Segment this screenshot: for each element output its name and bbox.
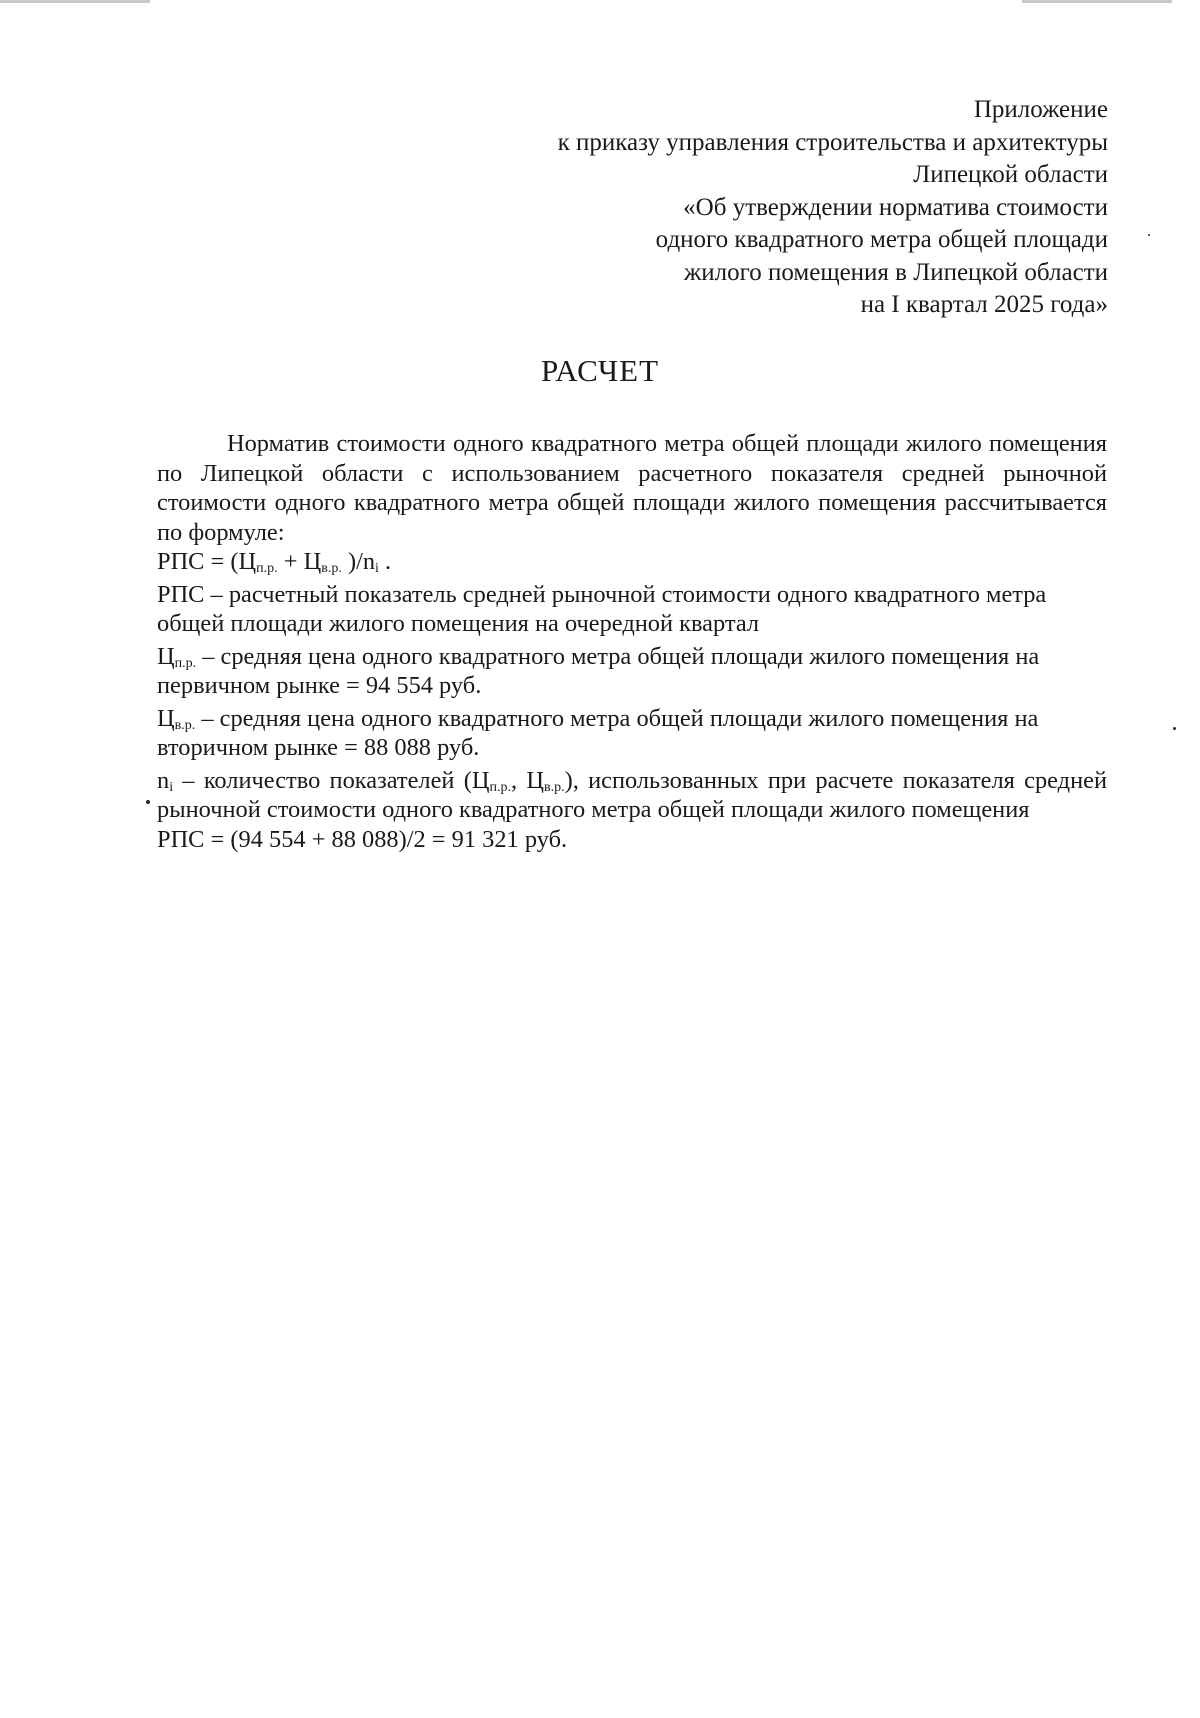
scan-speck (1148, 234, 1150, 236)
symbol: n (157, 766, 170, 794)
appendix-header (558, 94, 1108, 322)
symbol: Ц (157, 642, 175, 670)
calculation-body (157, 429, 1107, 854)
scan-artifact (1022, 0, 1172, 3)
appendix-line: Приложение (973, 96, 1108, 123)
document-title: РАСЧЕТ (540, 353, 660, 388)
formula-text: . (378, 548, 392, 575)
definition-text: , Ц (510, 766, 544, 794)
result-line: РПС = (94 554 + 88 088)/2 = 91 321 руб. (157, 825, 568, 853)
appendix-line: на I квартал 2025 года» (860, 291, 1108, 318)
formula-subscript: i (375, 561, 379, 576)
formula-line (157, 547, 1107, 577)
symbol: Ц (157, 704, 175, 732)
formula-text: РПС = (Ц (157, 548, 257, 575)
scan-speck (146, 800, 150, 804)
appendix-line: жилого помещения в Липецкой области (684, 258, 1108, 286)
scan-speck (1173, 727, 1176, 730)
scan-artifact (0, 0, 150, 3)
formula-text: + Ц (277, 548, 322, 575)
symbol-subscript: п.р. (174, 655, 197, 671)
appendix-line: одного квадратного метра общей площади (655, 226, 1108, 253)
definition-text: – средняя цена одного квадратного метра общей площади жилого помещения на вторичном рынке = 88 088 руб. (157, 704, 1039, 761)
definition-text: ), использованных при расчете показателя средней рыночной стоимости одного квадратного метра общей площади жилого помещения (157, 766, 1107, 823)
symbol-subscript: i (169, 779, 174, 795)
symbol-subscript: п.р. (489, 779, 511, 795)
appendix-line: к приказу управления строительства и архитектуры (557, 128, 1108, 156)
appendix-line: «Об утверждении норматива стоимости (683, 193, 1108, 221)
rps-definition: РПС – расчетный показатель средней рыночной стоимости одного квадратного метра общей площади жилого помещения на очередной квартал (157, 580, 1047, 637)
symbol-subscript: в.р. (174, 717, 196, 733)
definition-text: – средняя цена одного квадратного метра общей площади жилого помещения на первичном рынке = 94 554 руб. (157, 642, 1040, 699)
formula-subscript: в.р. (321, 561, 342, 576)
primary-price-definition (157, 642, 1107, 701)
appendix-line: Липецкой области (913, 161, 1108, 188)
definition-text: – количество показателей (Ц (173, 766, 490, 794)
symbol-subscript: в.р. (543, 779, 565, 795)
secondary-price-definition (157, 704, 1107, 763)
ni-definition (157, 766, 1107, 825)
formula-subscript: п.р. (256, 561, 278, 576)
intro-paragraph: Норматив стоимости одного квадратного метра общей площади жилого помещения по Липецкой области с использованием расчетного показателя средней рыночной стоимости одного квадратного метра общей площади жилого помещения рассчитывается по формуле: (157, 430, 1107, 546)
formula-text: )/n (341, 548, 376, 575)
